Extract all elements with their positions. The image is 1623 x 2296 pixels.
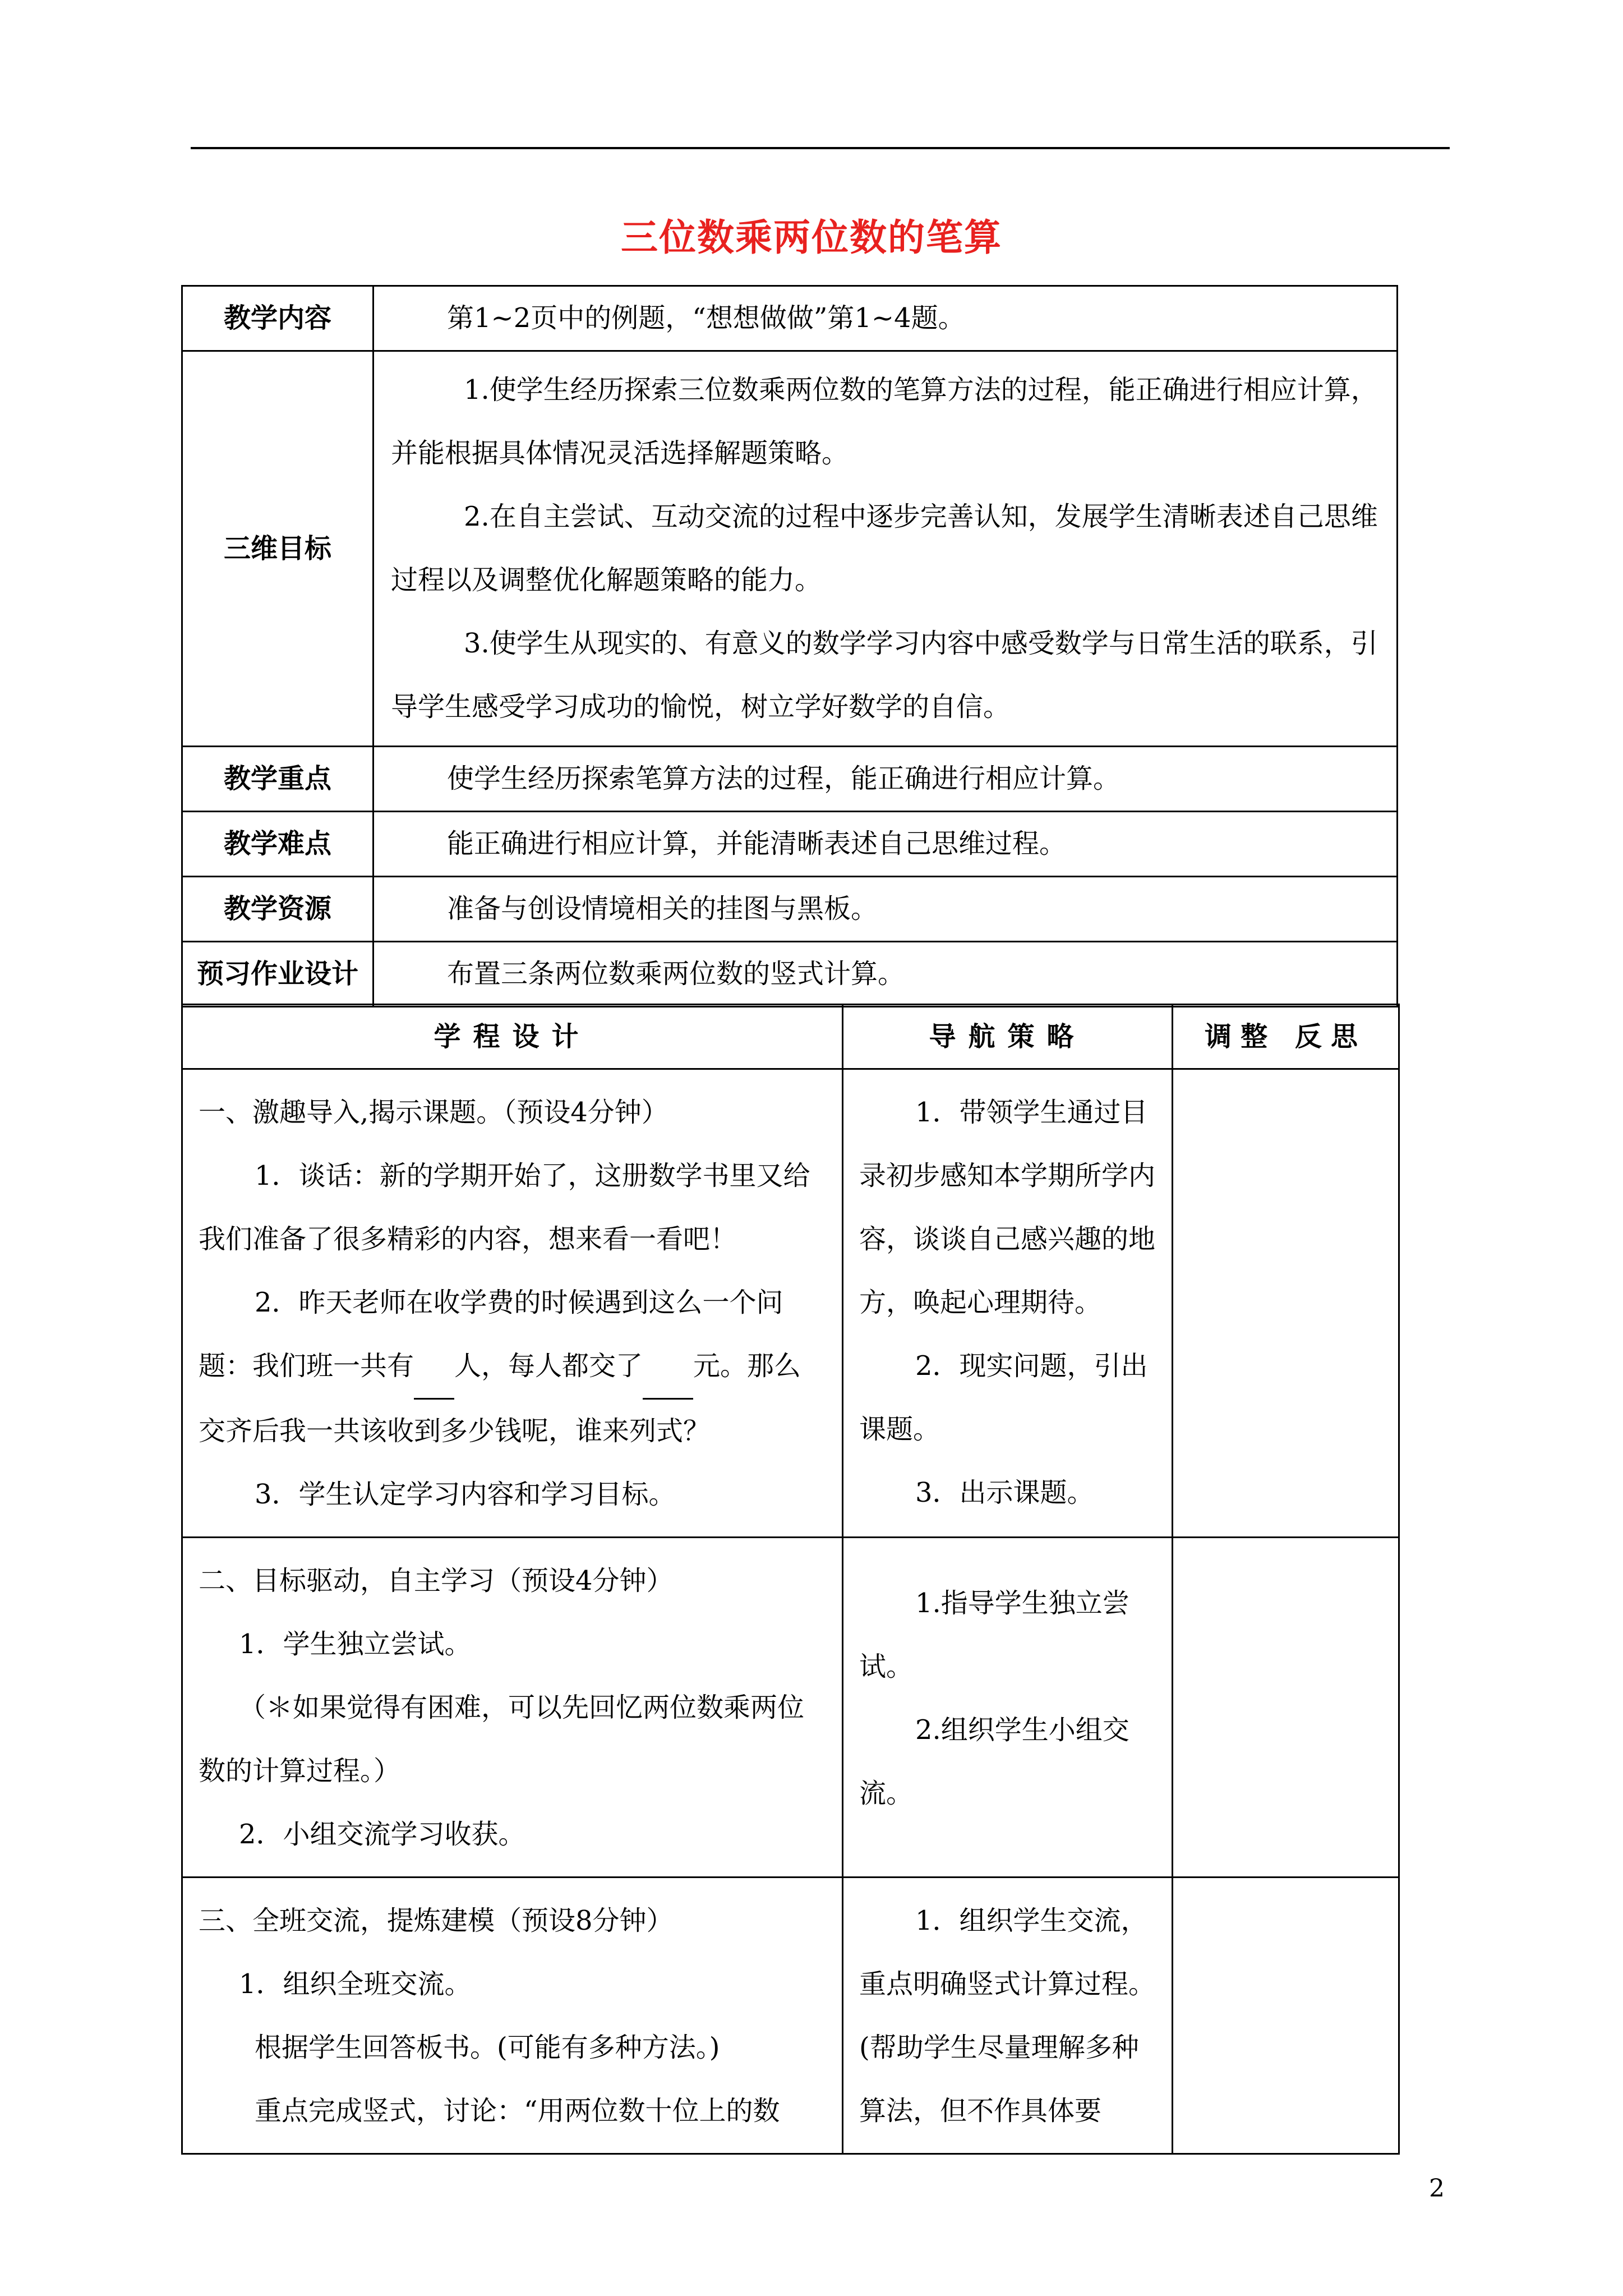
design-paragraph: 2．小组交流学习收获。	[239, 1819, 525, 1850]
reflection-cell	[1173, 1538, 1399, 1878]
text-fragment: 人，每人都交了	[454, 1350, 643, 1382]
flow-header-row	[182, 1005, 1399, 1069]
strategy-paragraph: 1．带领学生通过目录初步感知本学期所学内容，谈谈自己感兴趣的地方，唤起心理期待。	[859, 1097, 1156, 1318]
document-title: 三位数乘两位数的笔算	[621, 216, 1002, 259]
page-number: 2	[1429, 2174, 1445, 2203]
reflection-cell	[1173, 1069, 1399, 1538]
design-paragraph: 1．学生独立尝试。	[239, 1628, 472, 1660]
goal-item: 1.使学生经历探索三位数乘两位数的笔算方法的过程，能正确进行相应计算，并能根据具体情况灵活选择解题策略。	[391, 374, 1378, 469]
strategy-cell	[843, 1538, 1173, 1878]
info-row-homework	[182, 942, 1398, 1007]
strategy-paragraph: 2．现实问题，引出课题。	[859, 1350, 1148, 1445]
strategy-paragraph: 3．出示课题。	[915, 1477, 1094, 1508]
strategy-paragraph: 1．组织学生交流，重点明确竖式计算过程。	[859, 1905, 1156, 2000]
section-heading: 一、激趣导入,揭示课题。（预设4分钟）	[199, 1097, 668, 1128]
info-row-difficulty	[182, 812, 1398, 877]
lesson-flow-table	[181, 1004, 1400, 2155]
design-cell	[182, 1069, 843, 1538]
design-cell	[182, 1538, 843, 1878]
info-row-key-point	[182, 747, 1398, 812]
info-value: 使学生经历探索笔算方法的过程，能正确进行相应计算。	[374, 747, 1398, 812]
design-paragraph: 根据学生回答板书。(可能有多种方法。)	[255, 2032, 720, 2063]
section-heading: 二、目标驱动，自主学习（预设4分钟）	[199, 1565, 674, 1596]
info-row-content	[182, 286, 1398, 351]
strategy-cell	[843, 1878, 1173, 2154]
blank-line	[414, 1335, 454, 1400]
strategy-paragraph: (帮助学生尽量理解多种算法，但不作具体要	[859, 2032, 1139, 2127]
design-paragraph: 3．学生认定学习内容和学习目标。	[255, 1479, 676, 1510]
design-paragraph: 1．谈话：新的学期开始了，这册数学书里又给我们准备了很多精彩的内容，想来看一看吧！	[199, 1160, 810, 1255]
info-label: 教学内容	[182, 286, 374, 351]
lesson-info-table	[181, 285, 1398, 1007]
strategy-paragraph: 2.组织学生小组交流。	[859, 1714, 1129, 1809]
design-paragraph: 1．组织全班交流。	[239, 1968, 472, 2000]
header-rule	[191, 147, 1450, 149]
info-value: 准备与创设情境相关的挂图与黑板。	[374, 877, 1398, 942]
info-label: 三维目标	[182, 351, 374, 747]
design-paragraph	[199, 1271, 826, 1463]
info-label: 教学重点	[182, 747, 374, 812]
blank-line	[643, 1335, 693, 1400]
column-header-strategy: 导航策略	[843, 1005, 1173, 1069]
reflection-cell	[1173, 1878, 1399, 2154]
info-value: 能正确进行相应计算，并能清晰表述自己思维过程。	[374, 812, 1398, 877]
design-paragraph: 重点完成竖式，讨论：“用两位数十位上的数	[255, 2095, 780, 2127]
section-heading: 三、全班交流，提炼建模（预设8分钟）	[199, 1905, 674, 1936]
info-label: 预习作业设计	[182, 942, 374, 1007]
flow-section-3	[182, 1878, 1399, 2154]
text-fragment: 元。那么交齐后我一共该收到多少钱呢，谁来列式？	[199, 1350, 801, 1447]
info-label: 教学资源	[182, 877, 374, 942]
goal-item: 2.在自主尝试、互动交流的过程中逐步完善认知，发展学生清晰表述自己思维过程以及调整优化解题策略的能力。	[391, 501, 1378, 596]
design-cell	[182, 1878, 843, 2154]
info-value: 第1~2页中的例题，“想想做做”第1~4题。	[374, 286, 1398, 351]
text-fragment: 2．昨天老师在收学费的时候遇到这么一个问题：我们班一共有	[199, 1287, 783, 1382]
goal-item: 3.使学生从现实的、有意义的数学学习内容中感受数学与日常生活的联系，引导学生感受学习成功的愉悦，树立学好数学的自信。	[391, 628, 1378, 723]
info-label: 教学难点	[182, 812, 374, 877]
strategy-cell	[843, 1069, 1173, 1538]
strategy-paragraph: 1.指导学生独立尝试。	[859, 1588, 1129, 1682]
info-row-goals	[182, 351, 1398, 747]
column-header-design: 学程设计	[182, 1005, 843, 1069]
flow-section-1	[182, 1069, 1399, 1538]
column-header-reflection: 调整 反思	[1173, 1005, 1399, 1069]
flow-section-2	[182, 1538, 1399, 1878]
goals-cell	[374, 351, 1398, 747]
info-row-resources	[182, 877, 1398, 942]
design-paragraph: （＊如果觉得有困难，可以先回忆两位数乘两位数的计算过程。）	[199, 1692, 805, 1787]
info-value: 布置三条两位数乘两位数的竖式计算。	[374, 942, 1398, 1007]
